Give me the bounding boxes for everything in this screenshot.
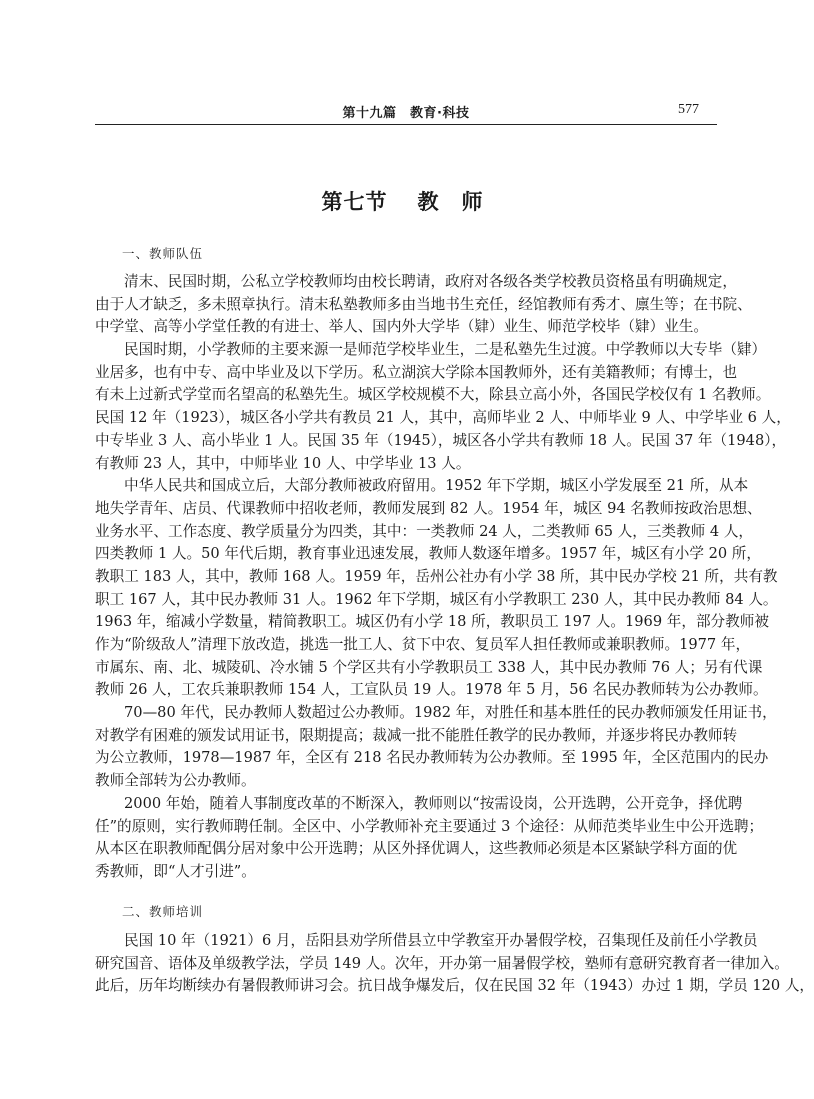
text-line: 职工 167 人，其中民办教师 31 人。1962 年下学期，城区有小学教职工 230 人，其中民办教师 84 人。 (95, 590, 778, 608)
text-line: 有未上过新式学堂而名望高的私塾先生。城区学校规模不大，除县立高小外，各国民学校仅有 1 名教师。 (95, 386, 771, 404)
text-line: 作为“阶级敌人”清理下放改造，挑选一批工人、贫下中农、复员军人担任教师或兼职教师。1977 年， (95, 636, 751, 653)
text-line: 业务水平、工作态度、教学质量分为四类，其中：一类教师 24 人，二类教师 65 人，三类教师 4 人， (95, 522, 754, 540)
text-line: 清末、民国时期，公私立学校教师均由校长聘请，政府对各级各类学校教员资格虽有明确规定， (124, 273, 737, 290)
page-number: 577 (678, 102, 699, 117)
paragraph (95, 793, 764, 884)
running-head (95, 100, 717, 120)
paragraph (95, 930, 814, 998)
header-rule (95, 124, 717, 125)
section-title-char-1: 教 (417, 190, 440, 214)
text-line: 中学堂、高等小学堂任教的有进士、举人、国内外大学毕（肄）业生、师范学校毕（肄）业生。 (95, 318, 708, 336)
paragraph (95, 702, 777, 793)
text-line: 为公立教师，1978—1987 年，全区有 218 名民办教师转为公办教师。至 1995 年，全区范围内的民办 (95, 749, 769, 767)
text-line: 教职工 183 人，其中，教师 168 人。1959 年，岳州公社办有小学 38 所，其中民办学校 21 所，共有教 (95, 567, 778, 585)
paragraph (95, 475, 778, 702)
text-line: 秀教师，即“人才引进”。 (95, 862, 256, 880)
subsection-body (95, 271, 791, 884)
text-line: 研究国音、语体及单级教学法，学员 149 人。次年，开办第一届暑假学校，塾师有意研究教育者一律加入。 (95, 954, 789, 972)
text-line: 中专毕业 3 人、高小毕业 1 人。民国 35 年（1945），城区各小学共有教师 18 人。民国 37 年（1948）， (95, 431, 787, 449)
text-line: 教师 26 人，工农兵兼职教师 154 人，工宣队员 19 人。1978 年 5 月，56 名民办教师转为公办教师。 (95, 681, 768, 699)
subsection-body (95, 930, 814, 998)
text-line: 从本区在职教师配偶分居对象中公开选聘；从区外择优调人，这些教师必须是本区紧缺学科方面的优 (95, 840, 738, 858)
subsection-heading: 二、教师培训 (122, 904, 204, 919)
text-line: 业居多，也有中专、高中毕业及以下学历。私立湖滨大学除本国教师外，还有美籍教师；有博士，也 (95, 363, 738, 381)
text-line: 教师全部转为公办教师。 (95, 772, 256, 790)
text-line: 中华人民共和国成立后，大部分教师被政府留用。1952 年下学期，城区小学发展至 21 所，从本 (124, 477, 749, 495)
section-title (0, 186, 805, 216)
text-line: 70—80 年代，民办教师人数超过公办教师。1982 年，对胜任和基本胜任的民办教师颁发任用证书， (124, 704, 777, 722)
running-title: 第十九篇 教育·科技 (342, 106, 470, 121)
text-line: 任”的原则，实行教师聘任制。全区中、小学教师补充主要通过 3 个途径：从师范类毕业生中公开选聘； (95, 817, 764, 835)
text-line: 此后，历年均断续办有暑假教师讲习会。抗日战争爆发后，仅在民国 32 年（1943）办过 1 期，学员 120 人， (95, 977, 814, 995)
text-line: 市属东、南、北、城陵矶、冷水铺 5 个学区共有小学教职员工 338 人，其中民办教师 76 人；另有代课 (95, 658, 763, 676)
text-line: 民国时期，小学教师的主要来源一是师范学校毕业生，二是私塾先生过渡。中学教师以大专毕（肄） (124, 341, 767, 359)
text-line: 由于人才缺乏，多未照章执行。清末私塾教师多由当地书生充任，经馆教师有秀才、廪生等；在书院、 (95, 295, 752, 313)
section-title-char-2: 师 (461, 190, 484, 214)
text-line: 民国 10 年（1921）6 月，岳阳县劝学所借县立中学教室开办暑假学校，召集现任及前任小学教员 (124, 932, 758, 949)
text-line: 四类教师 1 人。50 年代后期，教育事业迅速发展，教师人数逐年增多。1957 年，城区有小学 20 所， (95, 545, 761, 563)
paragraph (95, 271, 752, 339)
text-line: 1963 年，缩减小学数量，精简教职工。城区仍有小学 18 所，教职员工 197 人。1969 年，部分教师被 (95, 613, 769, 631)
text-line: 民国 12 年（1923），城区各小学共有教员 21 人，其中，高师毕业 2 人、中师毕业 9 人、中学毕业 6 人， (95, 409, 791, 427)
text-line: 地失学青年、店员、代课教师中招收老师，教师发展到 82 人。1954 年，城区 94 名教师按政治思想、 (95, 499, 762, 517)
text-line: 有教师 23 人，其中，中师毕业 10 人、中学毕业 13 人。 (95, 454, 471, 472)
section-number: 第七节 (321, 190, 388, 214)
subsection-heading: 一、教师队伍 (122, 246, 204, 261)
paragraph (95, 339, 791, 475)
text-line: 对教学有困难的颁发试用证书，限期提高；裁减一批不能胜任教学的民办教师，并逐步将民办教师转 (95, 726, 738, 744)
text-line: 2000 年始，随着人事制度改革的不断深入，教师则以“按需设岗，公开选聘，公开竞争，择优聘 (124, 794, 743, 812)
